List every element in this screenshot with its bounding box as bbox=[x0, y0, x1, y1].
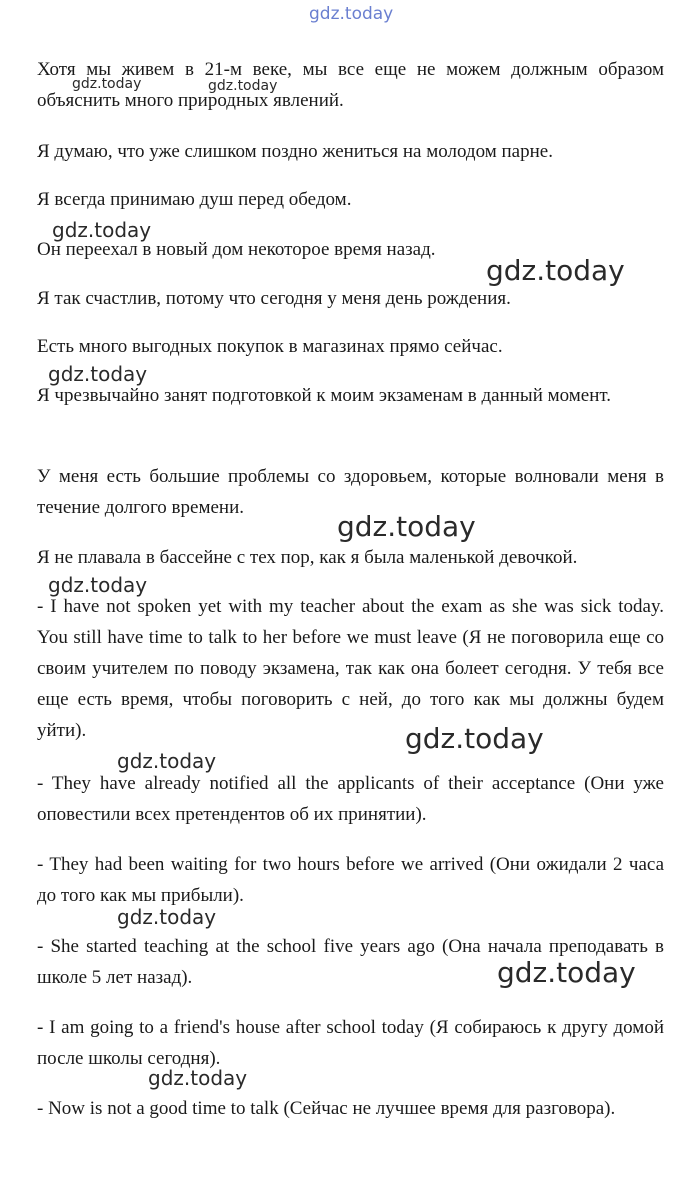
paragraph-4: Он переехал в новый дом некоторое время назад. bbox=[37, 239, 436, 260]
paragraph-5: Я так счастлив, потому что сегодня у меня день рождения. bbox=[37, 288, 511, 309]
watermark: gdz.today bbox=[486, 254, 625, 287]
watermark-top: gdz.today bbox=[309, 4, 394, 24]
paragraph-14: - I am going to a friend's house after school today (Я собираюсь к другу домой после школы сегодня). bbox=[37, 1017, 664, 1069]
paragraph-12: - They had been waiting for two hours before we arrived (Они ожидали 2 часа до того как мы прибыли). bbox=[37, 854, 664, 906]
watermark: gdz.today bbox=[208, 78, 278, 94]
watermark: gdz.today bbox=[48, 362, 148, 386]
watermark: gdz.today bbox=[148, 1066, 248, 1090]
paragraph-8: У меня есть большие проблемы со здоровьем, которые волновали меня в течение долгого времени. bbox=[37, 466, 664, 518]
paragraph-13: - She started teaching at the school five years ago (Она начала преподавать в школе 5 лет назад). bbox=[37, 936, 664, 988]
paragraph-6: Есть много выгодных покупок в магазинах прямо сейчас. bbox=[37, 336, 503, 357]
paragraph-11: - They have already notified all the applicants of their acceptance (Они уже оповестили всех претендентов об их принятии). bbox=[37, 773, 664, 825]
paragraph-10: - I have not spoken yet with my teacher about the exam as she was sick today. You still have time to talk to her before we must leave (Я не поговорила еще со своим учителем по поводу экзамена, так как она болеет сегодня. У тебя все еще есть время, чтобы поговорить с ней, до того как мы должны будем уйти). bbox=[37, 596, 664, 741]
watermark: gdz.today bbox=[405, 722, 544, 755]
watermark: gdz.today bbox=[117, 749, 217, 773]
paragraph-9: Я не плавала в бассейне с тех пор, как я была маленькой девочкой. bbox=[37, 547, 578, 568]
watermark: gdz.today bbox=[72, 76, 142, 92]
paragraph-7: Я чрезвычайно занят подготовкой к моим экзаменам в данный момент. bbox=[37, 385, 612, 406]
watermark: gdz.today bbox=[52, 218, 152, 242]
paragraph-15: - Now is not a good time to talk (Сейчас не лучшее время для разговора). bbox=[37, 1098, 616, 1119]
paragraph-2: Я думаю, что уже слишком поздно жениться на молодом парне. bbox=[37, 141, 553, 162]
watermark: gdz.today bbox=[117, 905, 217, 929]
watermark: gdz.today bbox=[48, 573, 148, 597]
watermark: gdz.today bbox=[497, 956, 636, 989]
watermark: gdz.today bbox=[337, 510, 476, 543]
paragraph-1: Хотя мы живем в 21-м веке, мы все еще не можем должным образом объяснить много природных явлений. bbox=[37, 59, 664, 111]
paragraph-3: Я всегда принимаю душ перед обедом. bbox=[37, 189, 352, 210]
